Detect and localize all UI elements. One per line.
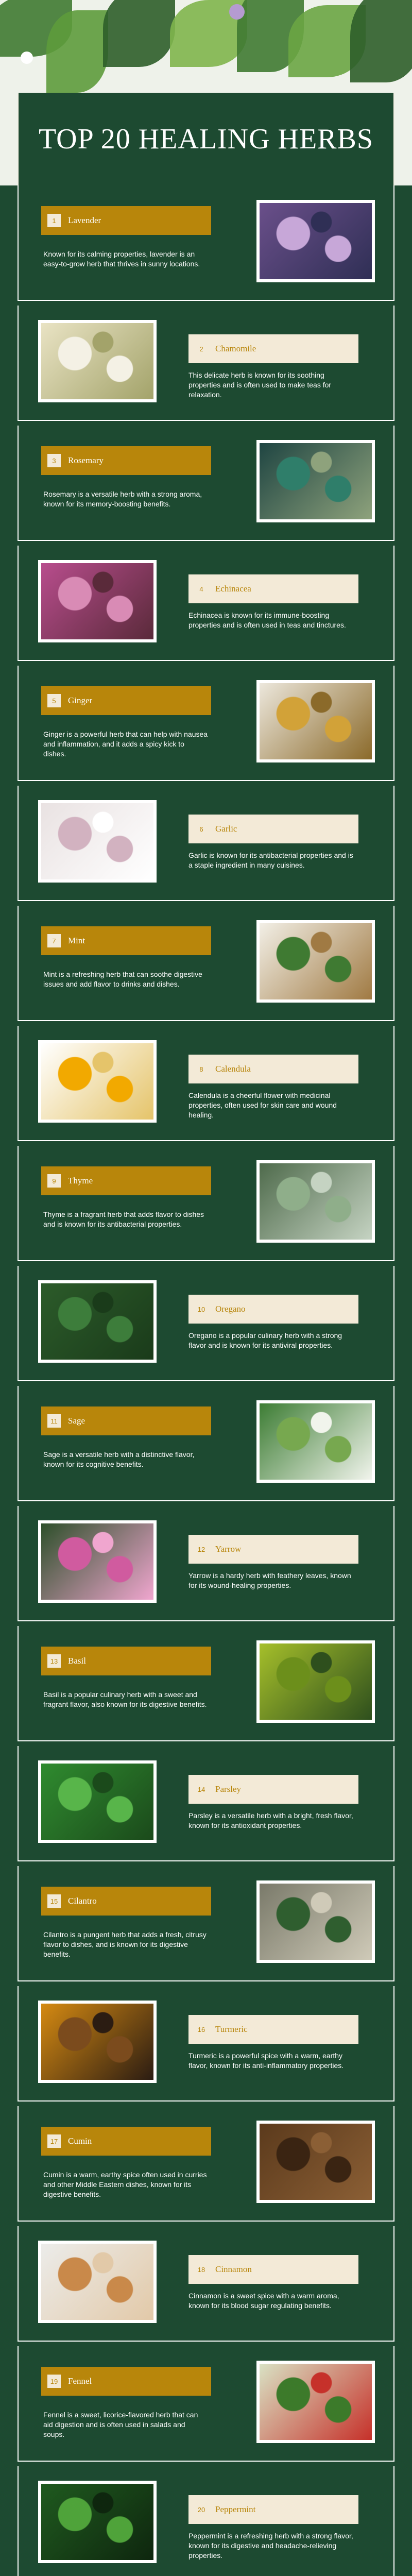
herb-name: Oregano bbox=[215, 1304, 246, 1314]
herb-label bbox=[188, 1535, 358, 1564]
herb-name: Fennel bbox=[68, 2376, 92, 2386]
photo-fill bbox=[41, 323, 153, 399]
leaf-decoration bbox=[350, 0, 412, 82]
basil-leaves-photo bbox=[256, 1640, 375, 1723]
herb-name: Lavender bbox=[68, 215, 101, 225]
herb-name: Rosemary bbox=[68, 455, 104, 465]
header-hero bbox=[0, 0, 412, 185]
herb-description: Ginger is a powerful herb that can help with nausea and inflammation, and it adds a spicy kick to dishes. bbox=[43, 730, 208, 758]
herb-label bbox=[41, 446, 211, 475]
rosemary-hands-photo bbox=[256, 440, 375, 522]
herb-panel bbox=[18, 666, 394, 781]
photo-fill bbox=[41, 2004, 153, 2080]
cumin-seeds-photo bbox=[256, 2121, 375, 2203]
herb-panel bbox=[18, 2226, 394, 2342]
herb-description: Garlic is known for its antibacterial properties and is a staple ingredient in many cuisines. bbox=[188, 851, 353, 869]
photo-fill bbox=[41, 1043, 153, 1120]
herb-description: Echinacea is known for its immune-boosting properties and is often used in teas and tinctures. bbox=[188, 611, 346, 629]
herb-name: Mint bbox=[68, 936, 85, 945]
herb-number: 7 bbox=[47, 934, 61, 947]
herb-description: Mint is a refreshing herb that can soothe digestive issues and add flavor to drinks and dishes. bbox=[43, 970, 202, 988]
photo-fill bbox=[41, 803, 153, 879]
peppermint-plant-photo bbox=[38, 2481, 157, 2563]
herb-name: Parsley bbox=[215, 1784, 242, 1794]
leaf-decoration bbox=[46, 10, 108, 93]
cinnamon-sticks-photo bbox=[38, 2241, 157, 2323]
herb-description: Rosemary is a versatile herb with a strong aroma, known for its memory-boosting benefits. bbox=[43, 490, 202, 508]
herb-label bbox=[41, 2127, 211, 2156]
herb-description: Sage is a versatile herb with a distinctive flavor, known for its cognitive benefits. bbox=[43, 1450, 195, 1468]
photo-fill bbox=[260, 1403, 372, 1480]
herb-panel bbox=[18, 185, 394, 301]
herb-number: 5 bbox=[47, 694, 61, 707]
photo-fill bbox=[260, 203, 372, 279]
chamomile-flowers-photo bbox=[38, 320, 157, 402]
herb-number: 11 bbox=[47, 1414, 61, 1428]
photo-fill bbox=[260, 443, 372, 519]
herb-number: 1 bbox=[47, 214, 61, 227]
herb-name: Cinnamon bbox=[215, 2264, 252, 2274]
herb-description: Cinnamon is a sweet spice with a warm aroma, known for its blood sugar regulating benefits. bbox=[188, 2292, 339, 2310]
mint-leaves-photo bbox=[256, 920, 375, 1003]
echinacea-flowers-photo bbox=[38, 560, 157, 642]
herb-name: Sage bbox=[68, 1416, 85, 1426]
herb-number: 2 bbox=[199, 345, 203, 353]
photo-fill bbox=[41, 2244, 153, 2320]
parsley-plant-photo bbox=[38, 1760, 157, 1843]
garlic-cloves-photo bbox=[38, 800, 157, 883]
herb-description: Turmeric is a powerful spice with a warm, earthy flavor, known for its anti-inflammatory properties. bbox=[188, 2052, 344, 2070]
herb-number: 6 bbox=[199, 825, 203, 833]
herb-name: Garlic bbox=[215, 824, 237, 834]
herb-label bbox=[188, 2255, 358, 2284]
herb-panel bbox=[18, 1266, 394, 1381]
herb-number: 10 bbox=[197, 1305, 205, 1313]
herb-description: Basil is a popular culinary herb with a sweet and fragrant flavor, also known for its digestive benefits. bbox=[43, 1690, 207, 1708]
herb-name: Cilantro bbox=[68, 1896, 97, 1906]
herb-description: Peppermint is a refreshing herb with a strong flavor, known for its digestive and headache-relieving properties. bbox=[188, 2532, 353, 2560]
photo-fill bbox=[41, 2484, 153, 2560]
herb-label bbox=[188, 1055, 358, 1083]
herb-description: Calendula is a cheerful flower with medicinal properties, often used for skin care and wound healing. bbox=[188, 1091, 337, 1119]
page-title: TOP 20 HEALING HERBS bbox=[38, 123, 374, 155]
herb-label bbox=[41, 1887, 211, 1916]
calendula-oil-photo bbox=[38, 1040, 157, 1123]
herb-number: 4 bbox=[199, 585, 203, 593]
herb-number: 9 bbox=[47, 1174, 61, 1188]
herb-number: 15 bbox=[47, 1894, 61, 1908]
flower-decoration bbox=[229, 4, 245, 20]
title-box bbox=[18, 93, 394, 185]
photo-fill bbox=[41, 1283, 153, 1360]
herb-panel bbox=[18, 2346, 394, 2462]
herb-label bbox=[41, 926, 211, 955]
herb-description: This delicate herb is known for its soothing properties and is often used to make teas for relaxation. bbox=[188, 371, 332, 399]
cilantro-wood-photo bbox=[256, 1880, 375, 1963]
herb-panel bbox=[18, 1506, 394, 1621]
sage-leaves-photo bbox=[256, 1400, 375, 1483]
herb-label bbox=[188, 574, 358, 603]
herb-label bbox=[41, 1406, 211, 1435]
photo-fill bbox=[260, 2364, 372, 2440]
yarrow-flowers-photo bbox=[38, 1520, 157, 1603]
herb-number: 16 bbox=[197, 2025, 205, 2033]
herb-panel bbox=[18, 1626, 394, 1741]
photo-fill bbox=[260, 1163, 372, 1240]
herb-number: 18 bbox=[197, 2265, 205, 2274]
photo-fill bbox=[260, 1884, 372, 1960]
turmeric-roots-photo bbox=[38, 2001, 157, 2083]
herb-description: Known for its calming properties, lavender is an easy-to-grow herb that thrives in sunny locations. bbox=[43, 250, 200, 268]
herb-number: 17 bbox=[47, 2134, 61, 2148]
herb-number: 19 bbox=[47, 2375, 61, 2388]
herb-name: Turmeric bbox=[215, 2024, 248, 2034]
herb-number: 12 bbox=[197, 1545, 205, 1553]
herb-number: 13 bbox=[47, 1654, 61, 1668]
herb-name: Echinacea bbox=[215, 584, 251, 594]
herb-label bbox=[188, 2495, 358, 2524]
herb-number: 3 bbox=[47, 454, 61, 467]
herb-label bbox=[41, 2367, 211, 2396]
photo-fill bbox=[41, 1764, 153, 1840]
herb-panel bbox=[18, 1866, 394, 1981]
herb-panel bbox=[18, 786, 394, 901]
herb-number: 20 bbox=[197, 2505, 205, 2514]
herb-description: Thyme is a fragrant herb that adds flavor to dishes and is known for its antibacterial properties. bbox=[43, 1210, 204, 1228]
photo-fill bbox=[41, 1523, 153, 1600]
herb-panel bbox=[18, 1986, 394, 2102]
herb-description: Parsley is a versatile herb with a bright, fresh flavor, known for its antioxidant properties. bbox=[188, 1811, 353, 1829]
herb-panel bbox=[18, 1386, 394, 1501]
herb-panel bbox=[18, 2106, 394, 2222]
herb-label bbox=[188, 1295, 358, 1324]
herb-description: Cumin is a warm, earthy spice often used in curries and other Middle Eastern dishes, known for its digestive benefits. bbox=[43, 2171, 207, 2198]
photo-fill bbox=[260, 923, 372, 999]
herb-name: Peppermint bbox=[215, 2504, 256, 2514]
herb-panel bbox=[18, 1146, 394, 1261]
herb-panel bbox=[18, 546, 394, 661]
herb-label bbox=[41, 1647, 211, 1675]
herb-name: Thyme bbox=[68, 1176, 93, 1185]
herb-panel bbox=[18, 1026, 394, 1141]
fennel-bulbs-photo bbox=[256, 2361, 375, 2443]
herb-label bbox=[188, 2015, 358, 2044]
herb-label bbox=[188, 334, 358, 363]
lavender-field-photo bbox=[256, 200, 375, 282]
herb-name: Calendula bbox=[215, 1064, 251, 1074]
herb-panel bbox=[18, 906, 394, 1021]
ginger-powder-photo bbox=[256, 680, 375, 762]
herb-name: Chamomile bbox=[215, 344, 256, 353]
herb-description: Fennel is a sweet, licorice-flavored herb that can aid digestion and is often used in salads and soups. bbox=[43, 2411, 198, 2438]
herb-name: Cumin bbox=[68, 2136, 92, 2146]
herb-panel bbox=[18, 1746, 394, 1861]
herb-label bbox=[188, 1775, 358, 1804]
herb-name: Yarrow bbox=[215, 1544, 242, 1554]
flower-decoration bbox=[21, 52, 33, 64]
herb-number: 8 bbox=[199, 1065, 203, 1073]
herb-description: Cilantro is a pungent herb that adds a fresh, citrusy flavor to dishes, and is known for its digestive benefits. bbox=[43, 1930, 207, 1958]
herb-name: Ginger bbox=[68, 696, 93, 705]
thyme-plant-photo bbox=[256, 1160, 375, 1243]
photo-fill bbox=[41, 563, 153, 639]
herb-number: 14 bbox=[197, 1785, 205, 1793]
herb-description: Oregano is a popular culinary herb with a strong flavor and is known for its antiviral properties. bbox=[188, 1331, 342, 1349]
photo-fill bbox=[260, 1643, 372, 1720]
herb-name: Basil bbox=[68, 1656, 86, 1666]
herb-panel bbox=[18, 306, 394, 421]
herb-label bbox=[188, 815, 358, 843]
herb-description: Yarrow is a hardy herb with feathery leaves, known for its wound-healing properties. bbox=[188, 1571, 351, 1589]
herb-label bbox=[41, 206, 211, 235]
photo-fill bbox=[260, 2124, 372, 2200]
herb-label bbox=[41, 686, 211, 715]
herb-panel bbox=[18, 426, 394, 541]
herb-panel bbox=[18, 2466, 394, 2576]
oregano-leaves-photo bbox=[38, 1280, 157, 1363]
photo-fill bbox=[260, 683, 372, 759]
herb-label bbox=[41, 1166, 211, 1195]
leaf-decoration bbox=[103, 0, 175, 67]
